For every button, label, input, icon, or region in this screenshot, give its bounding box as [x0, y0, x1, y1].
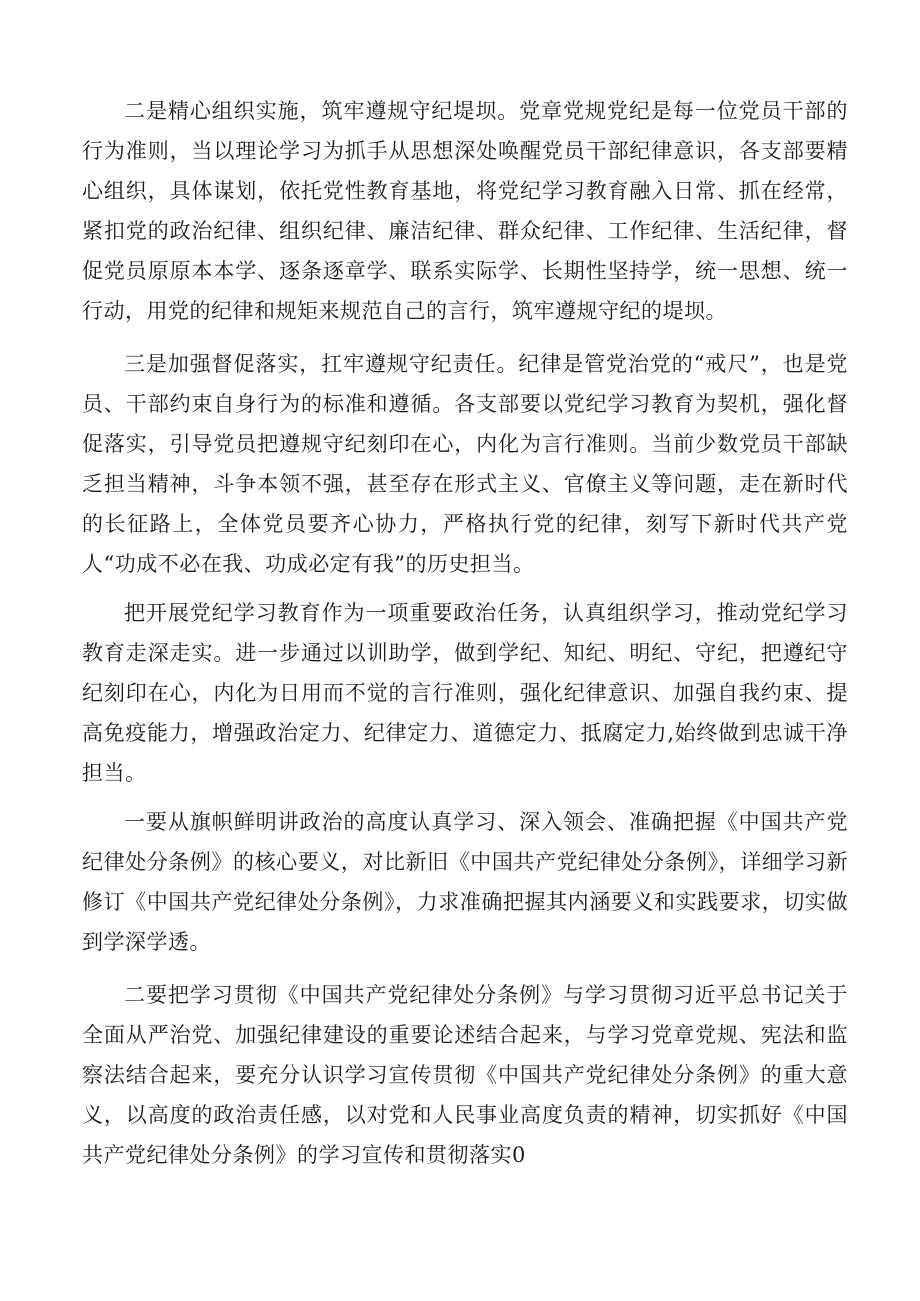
paragraph-education-task: 把开展党纪学习教育作为一项重要政治任务，认真组织学习，推动党纪学习教育走深走实。进一步通过以训助学，做到学纪、知纪、明纪、守纪，把遵纪守纪刻印在心，内化为日用而不觉的言行准则，强化纪律意识、加强自我约束、提高免疫能力，增强政治定力、纪律定力、道德定力、抵腐定力,始终做到忠诚干净担当。	[82, 601, 848, 785]
paragraph-requirement-one: 一要从旗帜鲜明讲政治的高度认真学习、深入领会、准确把握《中国共产党纪律处分条例》的核心要义，对比新旧《中国共产党纪律处分条例》，详细学习新修订《中国共产党纪律处分条例》，力求准确把握其内涵要义和实践要求，切实做到学深学透。	[82, 810, 848, 954]
paragraph-second-point: 二是精心组织实施，筑牢遵规守纪堤坝。党章党规党纪是每一位党员干部的行为准则，当以理论学习为抓手从思想深处唤醒党员干部纪律意识，各支部要精心组织，具体谋划，依托党性教育基地，将党纪学习教育融入日常、抓在经常，紧扣党的政治纪律、组织纪律、廉洁纪律、群众纪律、工作纪律、生活纪律，督促党员原原本本学、逐条逐章学、联系实际学、长期性坚持学，统一思想、统一行动，用党的纪律和规矩来规范自己的言行，筑牢遵规守纪的堤坝。	[82, 99, 848, 323]
document-body	[82, 91, 848, 1175]
paragraph-requirement-two: 二要把学习贯彻《中国共产党纪律处分条例》与学习贯彻习近平总书记关于全面从严治党、加强纪律建设的重要论述结合起来，与学习党章党规、宪法和监察法结合起来，要充分认识学习宣传贯彻《中国共产党纪律处分条例》的重大意义，以高度的政治责任感，以对党和人民事业高度负责的精神，切实抓好《中国共产党纪律处分条例》的学习宣传和贯彻落实0	[82, 983, 848, 1167]
paragraph-third-point: 三是加强督促落实，扛牢遵规守纪责任。纪律是管党治党的“戒尺”，也是党员、干部约束自身行为的标准和遵循。各支部要以党纪学习教育为契机，强化督促落实，引导党员把遵规守纪刻印在心，内化为言行准则。当前少数党员干部缺乏担当精神，斗争本领不强，甚至存在形式主义、官僚主义等问题，走在新时代的长征路上，全体党员要齐心协力，严格执行党的纪律，刻写下新时代共产党人“功成不必在我、功成必定有我”的历史担当。	[82, 352, 848, 576]
